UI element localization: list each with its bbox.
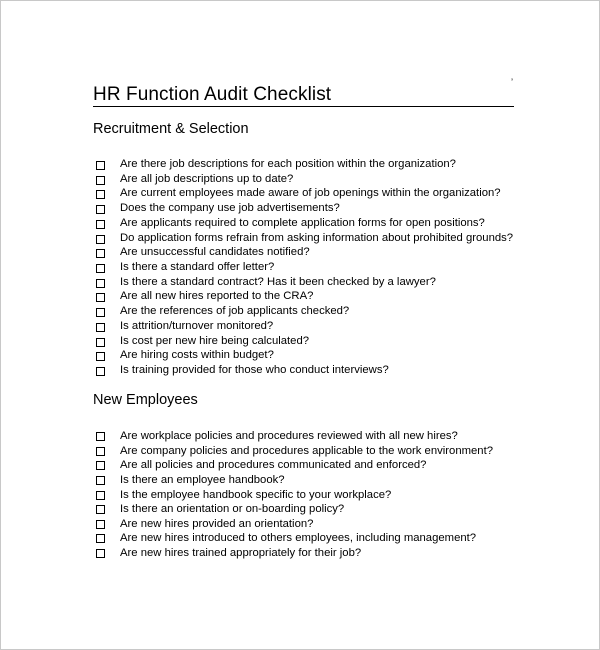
checkbox-icon[interactable] — [96, 220, 105, 229]
checklist-item-text: Are company policies and procedures applicable to the work environment? — [120, 444, 494, 457]
title-underline — [93, 106, 514, 107]
checklist-item-text: Is there a standard offer letter? — [120, 261, 275, 274]
checklist-item-text: Are new hires introduced to others employees, including management? — [120, 532, 477, 545]
checklist-item-text: Is there an employee handbook? — [120, 473, 285, 486]
document-title: HR Function Audit Checklist — [93, 84, 332, 105]
checklist-item-text: Are applicants required to complete application forms for open positions? — [120, 216, 485, 229]
checkbox-icon[interactable] — [96, 161, 105, 170]
checklist-item-text: Are new hires trained appropriately for their job? — [120, 547, 362, 560]
checkbox-icon[interactable] — [96, 338, 105, 347]
checklist-item-text: Are the references of job applicants checked? — [120, 305, 350, 318]
section-heading-new-employees: New Employees — [93, 392, 198, 408]
checkbox-icon[interactable] — [96, 461, 105, 470]
checklist-item-text: Is training provided for those who conduct interviews? — [120, 364, 389, 377]
checkbox-icon[interactable] — [96, 505, 105, 514]
checkbox-icon[interactable] — [96, 491, 105, 500]
checkbox-icon[interactable] — [96, 279, 105, 288]
checklist-item-text: Do application forms refrain from asking information about prohibited grounds? — [120, 231, 514, 244]
checklist-item-text: Are all new hires reported to the CRA? — [120, 290, 314, 303]
checkbox-icon[interactable] — [96, 476, 105, 485]
checkbox-icon[interactable] — [96, 367, 105, 376]
checklist-item-text: Are all policies and procedures communicated and enforced? — [120, 459, 427, 472]
checklist-item-text: Are hiring costs within budget? — [120, 349, 274, 362]
checklist-item-text: Are all job descriptions up to date? — [120, 172, 294, 185]
checkbox-icon[interactable] — [96, 176, 105, 185]
checkbox-icon[interactable] — [96, 308, 105, 317]
title-mark: ’ — [511, 77, 513, 87]
checkbox-icon[interactable] — [96, 293, 105, 302]
checklist-item-text: Are new hires provided an orientation? — [120, 517, 314, 530]
checkbox-icon[interactable] — [96, 235, 105, 244]
checklist-item-text: Is there a standard contract? Has it been checked by a lawyer? — [120, 275, 436, 288]
checklist-item-text: Is there an orientation or on-boarding policy? — [120, 503, 345, 516]
checklist-item-text: Does the company use job advertisements? — [120, 202, 340, 215]
checkbox-icon[interactable] — [96, 549, 105, 558]
checkbox-icon[interactable] — [96, 323, 105, 332]
checklist-item-text: Are there job descriptions for each position within the organization? — [120, 158, 456, 170]
checklist-item-text: Are current employees made aware of job openings within the organization? — [120, 187, 501, 200]
checklist-item-text: Is the employee handbook specific to your workplace? — [120, 488, 392, 501]
checkbox-icon[interactable] — [96, 249, 105, 258]
section-heading-recruitment: Recruitment & Selection — [93, 121, 249, 137]
checkbox-icon[interactable] — [96, 447, 105, 456]
checkbox-icon[interactable] — [96, 352, 105, 361]
checklist-item-text: Is attrition/turnover monitored? — [120, 319, 274, 332]
checkbox-icon[interactable] — [96, 205, 105, 214]
checkbox-icon[interactable] — [96, 190, 105, 199]
checklist-item-text: Are workplace policies and procedures reviewed with all new hires? — [120, 430, 458, 442]
checkbox-icon[interactable] — [96, 534, 105, 543]
checkbox-icon[interactable] — [96, 432, 105, 441]
checkbox-icon[interactable] — [96, 520, 105, 529]
checklist-item-text: Is cost per new hire being calculated? — [120, 334, 310, 347]
checkbox-icon[interactable] — [96, 264, 105, 273]
checklist-item-text: Are unsuccessful candidates notified? — [120, 246, 310, 259]
